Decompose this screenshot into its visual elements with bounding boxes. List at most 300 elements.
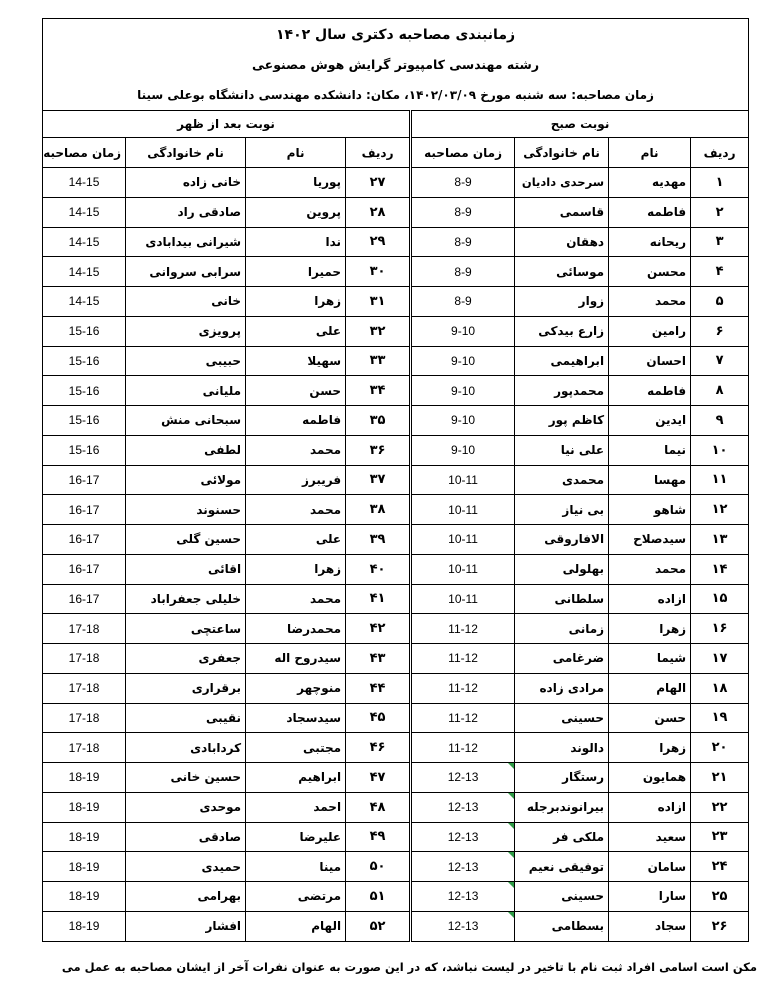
afternoon-header-last-name: نام خانوادگی	[126, 138, 246, 168]
morning-first-name-cell	[609, 346, 691, 376]
morning-row-number-cell	[691, 346, 749, 376]
morning-row-number-cell	[691, 614, 749, 644]
afternoon-interview-time: 17-18	[68, 681, 100, 696]
morning-last-name-cell	[515, 644, 609, 674]
morning-last-name-cell	[515, 822, 609, 852]
morning-shift-heading: نوبت صبح	[411, 111, 749, 138]
afternoon-first-name: مجتبی	[303, 740, 342, 755]
schedule-row	[43, 287, 749, 317]
morning-last-name-cell	[515, 882, 609, 912]
afternoon-last-name-cell	[126, 882, 246, 912]
morning-row-number-cell	[691, 763, 749, 793]
shift-heading-row	[43, 111, 749, 138]
afternoon-last-name-cell	[126, 525, 246, 555]
morning-interview-time-cell	[411, 197, 515, 227]
afternoon-first-name: حسن	[309, 383, 342, 398]
morning-first-name-cell	[609, 763, 691, 793]
morning-row-number-cell	[691, 495, 749, 525]
morning-interview-time: 9-10	[451, 324, 476, 339]
morning-first-name-cell	[609, 168, 691, 198]
schedule-row	[43, 852, 749, 882]
morning-row-number: ۲۰	[711, 740, 728, 756]
morning-first-name: رامین	[651, 324, 687, 339]
afternoon-last-name-cell	[126, 584, 246, 614]
afternoon-row-number-cell	[346, 584, 411, 614]
afternoon-last-name: برقراری	[191, 681, 242, 696]
afternoon-row-number: ۴۹	[369, 829, 386, 845]
morning-first-name: ریحانه	[649, 234, 687, 249]
morning-first-name: سارا	[658, 889, 687, 904]
morning-first-name-cell	[609, 614, 691, 644]
afternoon-last-name-cell	[126, 257, 246, 287]
afternoon-first-name-cell	[246, 673, 346, 703]
afternoon-row-number: ۳۴	[369, 383, 386, 399]
interview-schedule-table	[42, 18, 749, 942]
afternoon-interview-time: 18-19	[68, 829, 100, 844]
afternoon-last-name-cell	[126, 346, 246, 376]
morning-last-name-cell	[515, 406, 609, 436]
schedule-row	[43, 792, 749, 822]
morning-row-number-cell	[691, 822, 749, 852]
afternoon-interview-time: 14-15	[68, 175, 100, 190]
afternoon-last-name: موحدی	[199, 800, 242, 815]
afternoon-row-number-cell	[346, 406, 411, 436]
afternoon-row-number-cell	[346, 287, 411, 317]
morning-interview-time: 12-13	[447, 889, 479, 904]
afternoon-row-number: ۴۸	[369, 799, 386, 815]
morning-header-first-name: نام	[609, 138, 691, 168]
morning-first-name: محسن	[646, 264, 687, 279]
afternoon-row-number-cell	[346, 495, 411, 525]
morning-first-name-cell	[609, 852, 691, 882]
schedule-row	[43, 465, 749, 495]
afternoon-row-number: ۳۶	[369, 442, 386, 458]
afternoon-first-name: زهرا	[314, 562, 342, 577]
morning-last-name-cell	[515, 792, 609, 822]
afternoon-row-number-cell	[346, 554, 411, 584]
afternoon-first-name: حمیرا	[307, 264, 342, 279]
morning-row-number-cell	[691, 911, 749, 941]
morning-row-number-cell	[691, 584, 749, 614]
afternoon-interview-time: 16-17	[68, 472, 100, 487]
afternoon-interview-time-cell	[43, 644, 126, 674]
morning-first-name-cell	[609, 822, 691, 852]
afternoon-last-name-cell	[126, 822, 246, 852]
morning-row-number-cell	[691, 882, 749, 912]
schedule-row	[43, 495, 749, 525]
afternoon-row-number: ۲۸	[369, 204, 386, 220]
morning-first-name: محمد	[655, 562, 687, 577]
schedule-row	[43, 406, 749, 436]
afternoon-last-name-cell	[126, 911, 246, 941]
afternoon-interview-time: 18-19	[68, 859, 100, 874]
afternoon-row-number-cell	[346, 763, 411, 793]
afternoon-interview-time-cell	[43, 316, 126, 346]
morning-last-name: بی نیاز	[562, 502, 605, 517]
morning-last-name-cell	[515, 703, 609, 733]
afternoon-last-name: ساعتچی	[190, 621, 242, 636]
morning-last-name: بیرانوندبرجله	[526, 800, 605, 815]
morning-row-number: ۲۶	[711, 918, 728, 934]
afternoon-interview-time-cell	[43, 227, 126, 257]
morning-last-name-cell	[515, 257, 609, 287]
afternoon-row-number: ۴۲	[369, 621, 386, 637]
afternoon-last-name: حمیدی	[201, 859, 242, 874]
morning-row-number-cell	[691, 733, 749, 763]
morning-row-number: ۴	[715, 264, 724, 280]
afternoon-interview-time: 15-16	[68, 324, 100, 339]
afternoon-last-name: افشار	[205, 919, 242, 934]
afternoon-last-name: حسین خانی	[170, 770, 242, 785]
morning-first-name-cell	[609, 554, 691, 584]
afternoon-last-name: سبحانی منش	[161, 413, 242, 428]
afternoon-first-name-cell	[246, 257, 346, 287]
afternoon-last-name-cell	[126, 168, 246, 198]
afternoon-last-name: سرابی سروانی	[149, 264, 242, 279]
afternoon-first-name: سیدروح اله	[274, 651, 342, 666]
morning-interview-time-cell	[411, 435, 515, 465]
afternoon-interview-time: 17-18	[68, 740, 100, 755]
afternoon-first-name: ابراهیم	[298, 770, 342, 785]
morning-row-number: ۱۳	[711, 531, 728, 547]
afternoon-last-name-cell	[126, 495, 246, 525]
afternoon-interview-time: 15-16	[68, 443, 100, 458]
interview-details: زمان مصاحبه: سه شنبه مورخ ۱۴۰۲/۰۳/۰۹، مکان: دانشکده مهندسی دانشگاه بوعلی سینا	[137, 87, 654, 102]
morning-interview-time-cell	[411, 376, 515, 406]
afternoon-first-name: محمد	[310, 502, 342, 517]
afternoon-row-number: ۴۳	[369, 650, 386, 666]
afternoon-interview-time-cell	[43, 614, 126, 644]
morning-interview-time-cell	[411, 227, 515, 257]
morning-first-name-cell	[609, 316, 691, 346]
morning-interview-time-cell	[411, 257, 515, 287]
afternoon-row-number-cell	[346, 257, 411, 287]
afternoon-last-name-cell	[126, 852, 246, 882]
afternoon-last-name: خانی	[211, 294, 242, 309]
morning-last-name-cell	[515, 554, 609, 584]
morning-row-number: ۲۲	[711, 799, 728, 815]
morning-interview-time-cell	[411, 644, 515, 674]
morning-row-number: ۱۲	[711, 502, 728, 518]
morning-last-name-cell	[515, 316, 609, 346]
morning-last-name-cell	[515, 763, 609, 793]
morning-row-number-cell	[691, 197, 749, 227]
afternoon-row-number: ۳۵	[369, 412, 386, 428]
afternoon-header-row-number: ردیف	[346, 138, 411, 168]
morning-interview-time-cell	[411, 703, 515, 733]
morning-last-name: محمدی	[562, 472, 605, 487]
afternoon-row-number: ۲۹	[369, 234, 386, 250]
morning-last-name: زوار	[578, 294, 605, 309]
afternoon-last-name-cell	[126, 703, 246, 733]
afternoon-last-name-cell	[126, 197, 246, 227]
morning-first-name: زهرا	[659, 740, 687, 755]
morning-first-name: زهرا	[659, 621, 687, 636]
morning-header-interview-time: زمان مصاحبه	[411, 138, 515, 168]
afternoon-first-name-cell	[246, 525, 346, 555]
afternoon-last-name: خانی زاده	[182, 175, 242, 190]
morning-first-name: ایدین	[655, 413, 687, 428]
afternoon-interview-time-cell	[43, 584, 126, 614]
morning-interview-time-cell	[411, 287, 515, 317]
morning-interview-time-cell	[411, 614, 515, 644]
morning-row-number: ۱۸	[711, 680, 728, 696]
afternoon-last-name-cell	[126, 644, 246, 674]
morning-first-name: سیدصلاح	[633, 532, 687, 547]
afternoon-row-number: ۳۷	[369, 472, 386, 488]
morning-last-name: موسائی	[556, 264, 605, 279]
afternoon-last-name-cell	[126, 435, 246, 465]
morning-row-number-cell	[691, 406, 749, 436]
afternoon-first-name: فریبرز	[301, 472, 342, 487]
afternoon-interview-time: 14-15	[68, 264, 100, 279]
schedule-row	[43, 168, 749, 198]
afternoon-interview-time-cell	[43, 822, 126, 852]
morning-last-name-cell	[515, 614, 609, 644]
morning-last-name-cell	[515, 852, 609, 882]
afternoon-header-first-name: نام	[246, 138, 346, 168]
afternoon-first-name: مرتضی	[297, 889, 342, 904]
morning-last-name: حسینی	[561, 889, 605, 904]
schedule-row	[43, 614, 749, 644]
morning-header-row-number: ردیف	[691, 138, 749, 168]
morning-row-number: ۶	[715, 323, 724, 339]
afternoon-header-interview-time: زمان مصاحبه	[43, 138, 126, 168]
morning-last-name: دهقان	[566, 234, 605, 249]
afternoon-first-name-cell	[246, 733, 346, 763]
afternoon-first-name-cell	[246, 852, 346, 882]
afternoon-last-name-cell	[126, 316, 246, 346]
schedule-row	[43, 376, 749, 406]
morning-interview-time: 10-11	[448, 562, 478, 577]
afternoon-interview-time: 17-18	[68, 710, 100, 725]
morning-first-name-cell	[609, 911, 691, 941]
morning-first-name-cell	[609, 197, 691, 227]
morning-first-name-cell	[609, 406, 691, 436]
afternoon-last-name: حسین گلی	[176, 532, 242, 547]
afternoon-first-name: فاطمه	[302, 413, 342, 428]
afternoon-last-name: ملیانی	[202, 383, 242, 398]
morning-row-number: ۲	[715, 204, 724, 220]
morning-last-name-cell	[515, 168, 609, 198]
morning-interview-time: 11-12	[448, 621, 478, 636]
column-header-row	[43, 138, 749, 168]
morning-interview-time: 12-13	[447, 829, 479, 844]
cell-indicator-flag	[508, 823, 514, 829]
afternoon-interview-time: 17-18	[68, 621, 100, 636]
morning-row-number: ۳	[715, 234, 724, 250]
morning-row-number-cell	[691, 376, 749, 406]
schedule-row	[43, 554, 749, 584]
document-title: زمانبندی مصاحبه دکتری سال ۱۴۰۲	[276, 26, 516, 43]
afternoon-first-name-cell	[246, 495, 346, 525]
schedule-row	[43, 911, 749, 941]
morning-interview-time: 8-9	[454, 205, 472, 220]
morning-last-name-cell	[515, 525, 609, 555]
morning-first-name: شاهو	[653, 502, 687, 517]
schedule-row	[43, 525, 749, 555]
afternoon-last-name: نقیبی	[205, 710, 242, 725]
schedule-row	[43, 703, 749, 733]
morning-interview-time-cell	[411, 525, 515, 555]
morning-last-name: بهلولی	[562, 562, 605, 577]
morning-row-number-cell	[691, 257, 749, 287]
morning-interview-time-cell	[411, 465, 515, 495]
morning-row-number: ۷	[715, 353, 724, 369]
afternoon-first-name-cell	[246, 346, 346, 376]
afternoon-first-name-cell	[246, 614, 346, 644]
afternoon-row-number-cell	[346, 852, 411, 882]
footer-note-text: مکن است اسامی افراد ثبت نام با تاخیر در لیست نباشد، که در این صورت به عنوان نفرات آخر از ایشان مصاحبه به عمل می	[61, 960, 757, 974]
morning-interview-time: 9-10	[451, 353, 476, 368]
afternoon-last-name: صادقی	[198, 829, 242, 844]
morning-last-name: مرادی زاده	[539, 681, 605, 696]
morning-interview-time-cell	[411, 911, 515, 941]
afternoon-last-name: حسنوند	[196, 502, 242, 517]
cell-indicator-flag	[508, 763, 514, 769]
afternoon-row-number: ۳۳	[369, 353, 386, 369]
afternoon-interview-time: 16-17	[68, 591, 100, 606]
morning-row-number: ۹	[715, 412, 724, 428]
morning-interview-time-cell	[411, 792, 515, 822]
morning-first-name-cell	[609, 703, 691, 733]
afternoon-interview-time: 18-19	[68, 800, 100, 815]
morning-row-number-cell	[691, 554, 749, 584]
afternoon-last-name: بهرامی	[197, 889, 242, 904]
afternoon-row-number: ۲۷	[369, 174, 386, 190]
afternoon-interview-time-cell	[43, 882, 126, 912]
morning-interview-time: 10-11	[448, 591, 478, 606]
morning-row-number: ۱	[715, 174, 724, 190]
afternoon-interview-time: 14-15	[68, 205, 100, 220]
morning-interview-time: 8-9	[454, 294, 472, 309]
afternoon-last-name-cell	[126, 554, 246, 584]
morning-interview-time-cell	[411, 584, 515, 614]
afternoon-interview-time: 15-16	[68, 383, 100, 398]
morning-first-name-cell	[609, 882, 691, 912]
morning-first-name-cell	[609, 792, 691, 822]
title-row	[43, 19, 749, 111]
afternoon-first-name: محمد	[310, 591, 342, 606]
afternoon-first-name: پروین	[306, 205, 342, 220]
morning-interview-time: 11-12	[448, 710, 478, 725]
morning-interview-time: 12-13	[447, 859, 479, 874]
afternoon-first-name: محمد	[310, 443, 342, 458]
morning-last-name-cell	[515, 584, 609, 614]
afternoon-last-name: جعفری	[198, 651, 242, 666]
morning-last-name: زمانی	[568, 621, 605, 636]
afternoon-shift-heading: نوبت بعد از ظهر	[43, 111, 411, 138]
morning-row-number: ۲۴	[711, 859, 728, 875]
morning-first-name-cell	[609, 465, 691, 495]
afternoon-row-number: ۵۲	[369, 918, 386, 934]
afternoon-row-number-cell	[346, 822, 411, 852]
morning-interview-time: 8-9	[454, 175, 472, 190]
afternoon-row-number-cell	[346, 673, 411, 703]
afternoon-last-name-cell	[126, 614, 246, 644]
afternoon-interview-time-cell	[43, 673, 126, 703]
morning-first-name: ازاده	[657, 591, 687, 606]
afternoon-interview-time-cell	[43, 852, 126, 882]
afternoon-last-name-cell	[126, 733, 246, 763]
morning-interview-time: 9-10	[451, 413, 476, 428]
morning-last-name: حسینی	[561, 710, 605, 725]
afternoon-interview-time: 16-17	[68, 532, 100, 547]
afternoon-interview-time: 16-17	[68, 562, 100, 577]
morning-interview-time: 11-12	[448, 681, 478, 696]
morning-first-name-cell	[609, 257, 691, 287]
morning-first-name-cell	[609, 376, 691, 406]
afternoon-row-number-cell	[346, 465, 411, 495]
morning-last-name-cell	[515, 346, 609, 376]
afternoon-last-name-cell	[126, 465, 246, 495]
morning-last-name-cell	[515, 465, 609, 495]
afternoon-last-name: کردابادی	[190, 740, 242, 755]
morning-interview-time: 11-12	[448, 740, 478, 755]
afternoon-first-name-cell	[246, 168, 346, 198]
afternoon-interview-time-cell	[43, 763, 126, 793]
schedule-row	[43, 197, 749, 227]
afternoon-interview-time-cell	[43, 792, 126, 822]
afternoon-last-name-cell	[126, 763, 246, 793]
morning-row-number: ۲۱	[711, 769, 728, 785]
morning-first-name-cell	[609, 733, 691, 763]
morning-first-name-cell	[609, 287, 691, 317]
morning-last-name: توفیقی نعیم	[528, 859, 605, 874]
afternoon-first-name-cell	[246, 406, 346, 436]
morning-first-name-cell	[609, 495, 691, 525]
cell-indicator-flag	[508, 852, 514, 858]
morning-first-name: احسان	[646, 353, 687, 368]
morning-interview-time: 9-10	[451, 443, 476, 458]
afternoon-first-name: الهام	[311, 919, 342, 934]
morning-last-name: ابراهیمی	[550, 353, 605, 368]
afternoon-last-name: صادقی راد	[177, 205, 242, 220]
morning-row-number-cell	[691, 227, 749, 257]
morning-interview-time-cell	[411, 316, 515, 346]
morning-first-name-cell	[609, 227, 691, 257]
morning-row-number-cell	[691, 525, 749, 555]
morning-first-name: نیما	[664, 443, 687, 458]
afternoon-last-name-cell	[126, 227, 246, 257]
morning-interview-time-cell	[411, 733, 515, 763]
morning-first-name: ازاده	[657, 800, 687, 815]
afternoon-interview-time-cell	[43, 257, 126, 287]
afternoon-row-number: ۵۰	[369, 859, 386, 875]
morning-last-name-cell	[515, 673, 609, 703]
afternoon-row-number-cell	[346, 882, 411, 912]
morning-row-number-cell	[691, 287, 749, 317]
afternoon-row-number: ۴۱	[369, 591, 386, 607]
schedule-row	[43, 733, 749, 763]
morning-first-name: محمد	[655, 294, 687, 309]
morning-interview-time: 12-13	[447, 800, 479, 815]
morning-first-name-cell	[609, 435, 691, 465]
morning-interview-time-cell	[411, 168, 515, 198]
afternoon-interview-time-cell	[43, 703, 126, 733]
afternoon-first-name-cell	[246, 316, 346, 346]
morning-interview-time: 9-10	[451, 383, 476, 398]
afternoon-interview-time: 15-16	[68, 413, 100, 428]
afternoon-row-number-cell	[346, 346, 411, 376]
morning-interview-time-cell	[411, 852, 515, 882]
morning-last-name: قاسمی	[559, 205, 605, 220]
morning-row-number-cell	[691, 703, 749, 733]
morning-last-name: الافاروقی	[544, 532, 605, 547]
afternoon-first-name-cell	[246, 197, 346, 227]
afternoon-interview-time-cell	[43, 911, 126, 941]
afternoon-first-name: علی	[315, 532, 342, 547]
